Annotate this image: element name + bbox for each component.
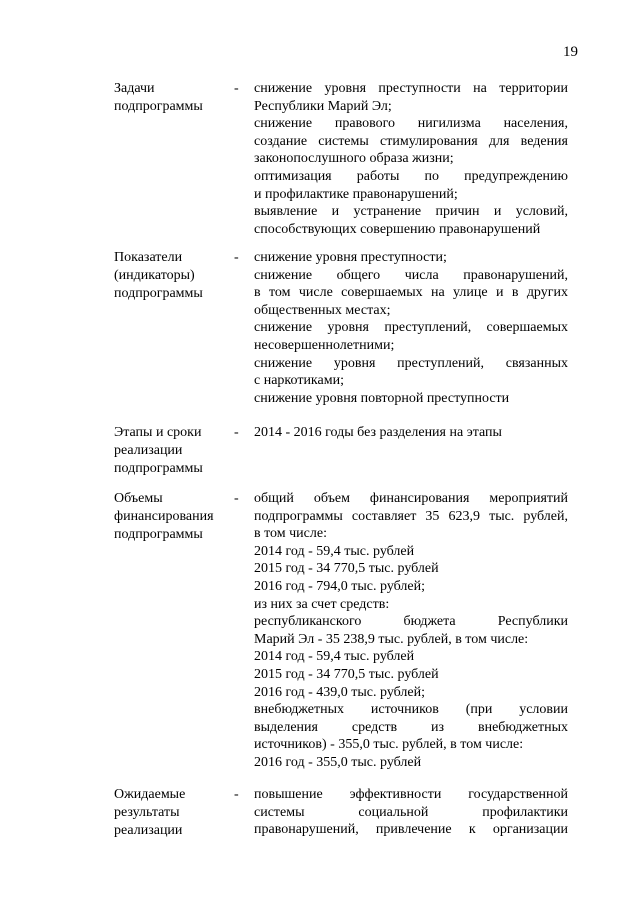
content-line: способствующих совершению правонарушений	[254, 221, 541, 237]
content-line: из них за счет средств:	[254, 596, 390, 612]
content-line: внебюджетных источников (при условии	[254, 702, 568, 718]
page-number: 19	[563, 44, 578, 60]
section-dash: -	[234, 81, 239, 96]
content-line: выделения средств из внебюджетных	[254, 719, 568, 735]
content-line: снижение уровня преступности;	[254, 250, 447, 265]
label-line: подпрограммы	[114, 527, 203, 542]
section-content	[254, 786, 568, 839]
label-line: подпрограммы	[114, 461, 203, 476]
label-line: Показатели	[114, 250, 183, 265]
content-line: выявление и устранение причин и условий,	[254, 204, 568, 220]
content-line: снижение уровня преступности на территории	[254, 81, 568, 96]
content-line: подпрограммы составляет 35 623,9 тыс. рублей,	[254, 508, 568, 524]
content-line: источников) - 355,0 тыс. рублей, в том числе:	[254, 737, 524, 753]
label-line: подпрограммы	[114, 99, 203, 114]
content-line: 2015 год - 34 770,5 тыс. рублей	[254, 561, 439, 577]
content-line: 2014 год - 59,4 тыс. рублей	[254, 649, 415, 665]
label-line: Задачи	[114, 81, 155, 96]
content-line: 2015 год - 34 770,5 тыс. рублей	[254, 666, 439, 682]
content-line: общий объем финансирования мероприятий	[254, 491, 568, 506]
section-content	[254, 80, 568, 238]
label-line: результаты	[114, 805, 180, 820]
label-line: Ожидаемые	[114, 787, 186, 802]
content-line: несовершеннолетними;	[254, 337, 395, 353]
content-line: снижение уровня преступлений, совершаемых	[254, 320, 568, 336]
content-line: правонарушений, привлечение к организации	[254, 822, 568, 838]
content-line: 2014 - 2016 годы без разделения на этапы	[254, 425, 502, 440]
content-line: общественных местах;	[254, 302, 391, 318]
content-line: 2016 год - 794,0 тыс. рублей;	[254, 578, 426, 594]
content-line: снижение уровня преступлений, связанных	[254, 355, 568, 371]
section-dash: -	[234, 787, 239, 802]
section-label	[114, 490, 232, 544]
content-line: 2016 год - 439,0 тыс. рублей;	[254, 684, 426, 700]
section-dash: -	[234, 491, 239, 506]
content-line: снижение правового нигилизма населения,	[254, 116, 568, 132]
content-line: 2016 год - 355,0 тыс. рублей	[254, 754, 422, 770]
content-line: в том числе:	[254, 526, 327, 542]
section-content	[254, 249, 568, 407]
label-line: реализации	[114, 823, 183, 838]
section-dash: -	[234, 425, 239, 440]
content-line: повышение эффективности государственной	[254, 787, 568, 802]
content-line: законопослушного образа жизни;	[254, 151, 454, 167]
content-line: создание системы стимулирования для ведения	[254, 133, 568, 149]
content-line: с наркотиками;	[254, 373, 344, 389]
section-label	[114, 249, 232, 303]
section-content	[254, 424, 568, 442]
section-label	[114, 786, 232, 840]
content-line: снижение уровня повторной преступности	[254, 390, 510, 406]
label-line: реализации	[114, 443, 183, 458]
section-label	[114, 80, 232, 116]
label-line: Этапы и сроки	[114, 425, 202, 440]
content-line: снижение общего числа правонарушений,	[254, 267, 568, 283]
section-dash: -	[234, 250, 239, 265]
content-line: Республики Марий Эл;	[254, 98, 392, 114]
content-line: оптимизация работы по предупреждению	[254, 168, 568, 184]
content-line: системы социальной профилактики	[254, 804, 568, 820]
section-label	[114, 424, 232, 478]
label-line: финансирования	[114, 509, 214, 524]
section-content	[254, 490, 568, 772]
content-line: 2014 год - 59,4 тыс. рублей	[254, 543, 415, 559]
content-line: республиканского бюджета Республики	[254, 614, 568, 630]
label-line: Объемы	[114, 491, 163, 506]
content-line: Марий Эл - 35 238,9 тыс. рублей, в том числе:	[254, 631, 529, 647]
label-line: (индикаторы)	[114, 268, 195, 283]
content-line: в том числе совершаемых на улице и в других	[254, 285, 568, 301]
content-line: и профилактике правонарушений;	[254, 186, 458, 202]
label-line: подпрограммы	[114, 286, 203, 301]
